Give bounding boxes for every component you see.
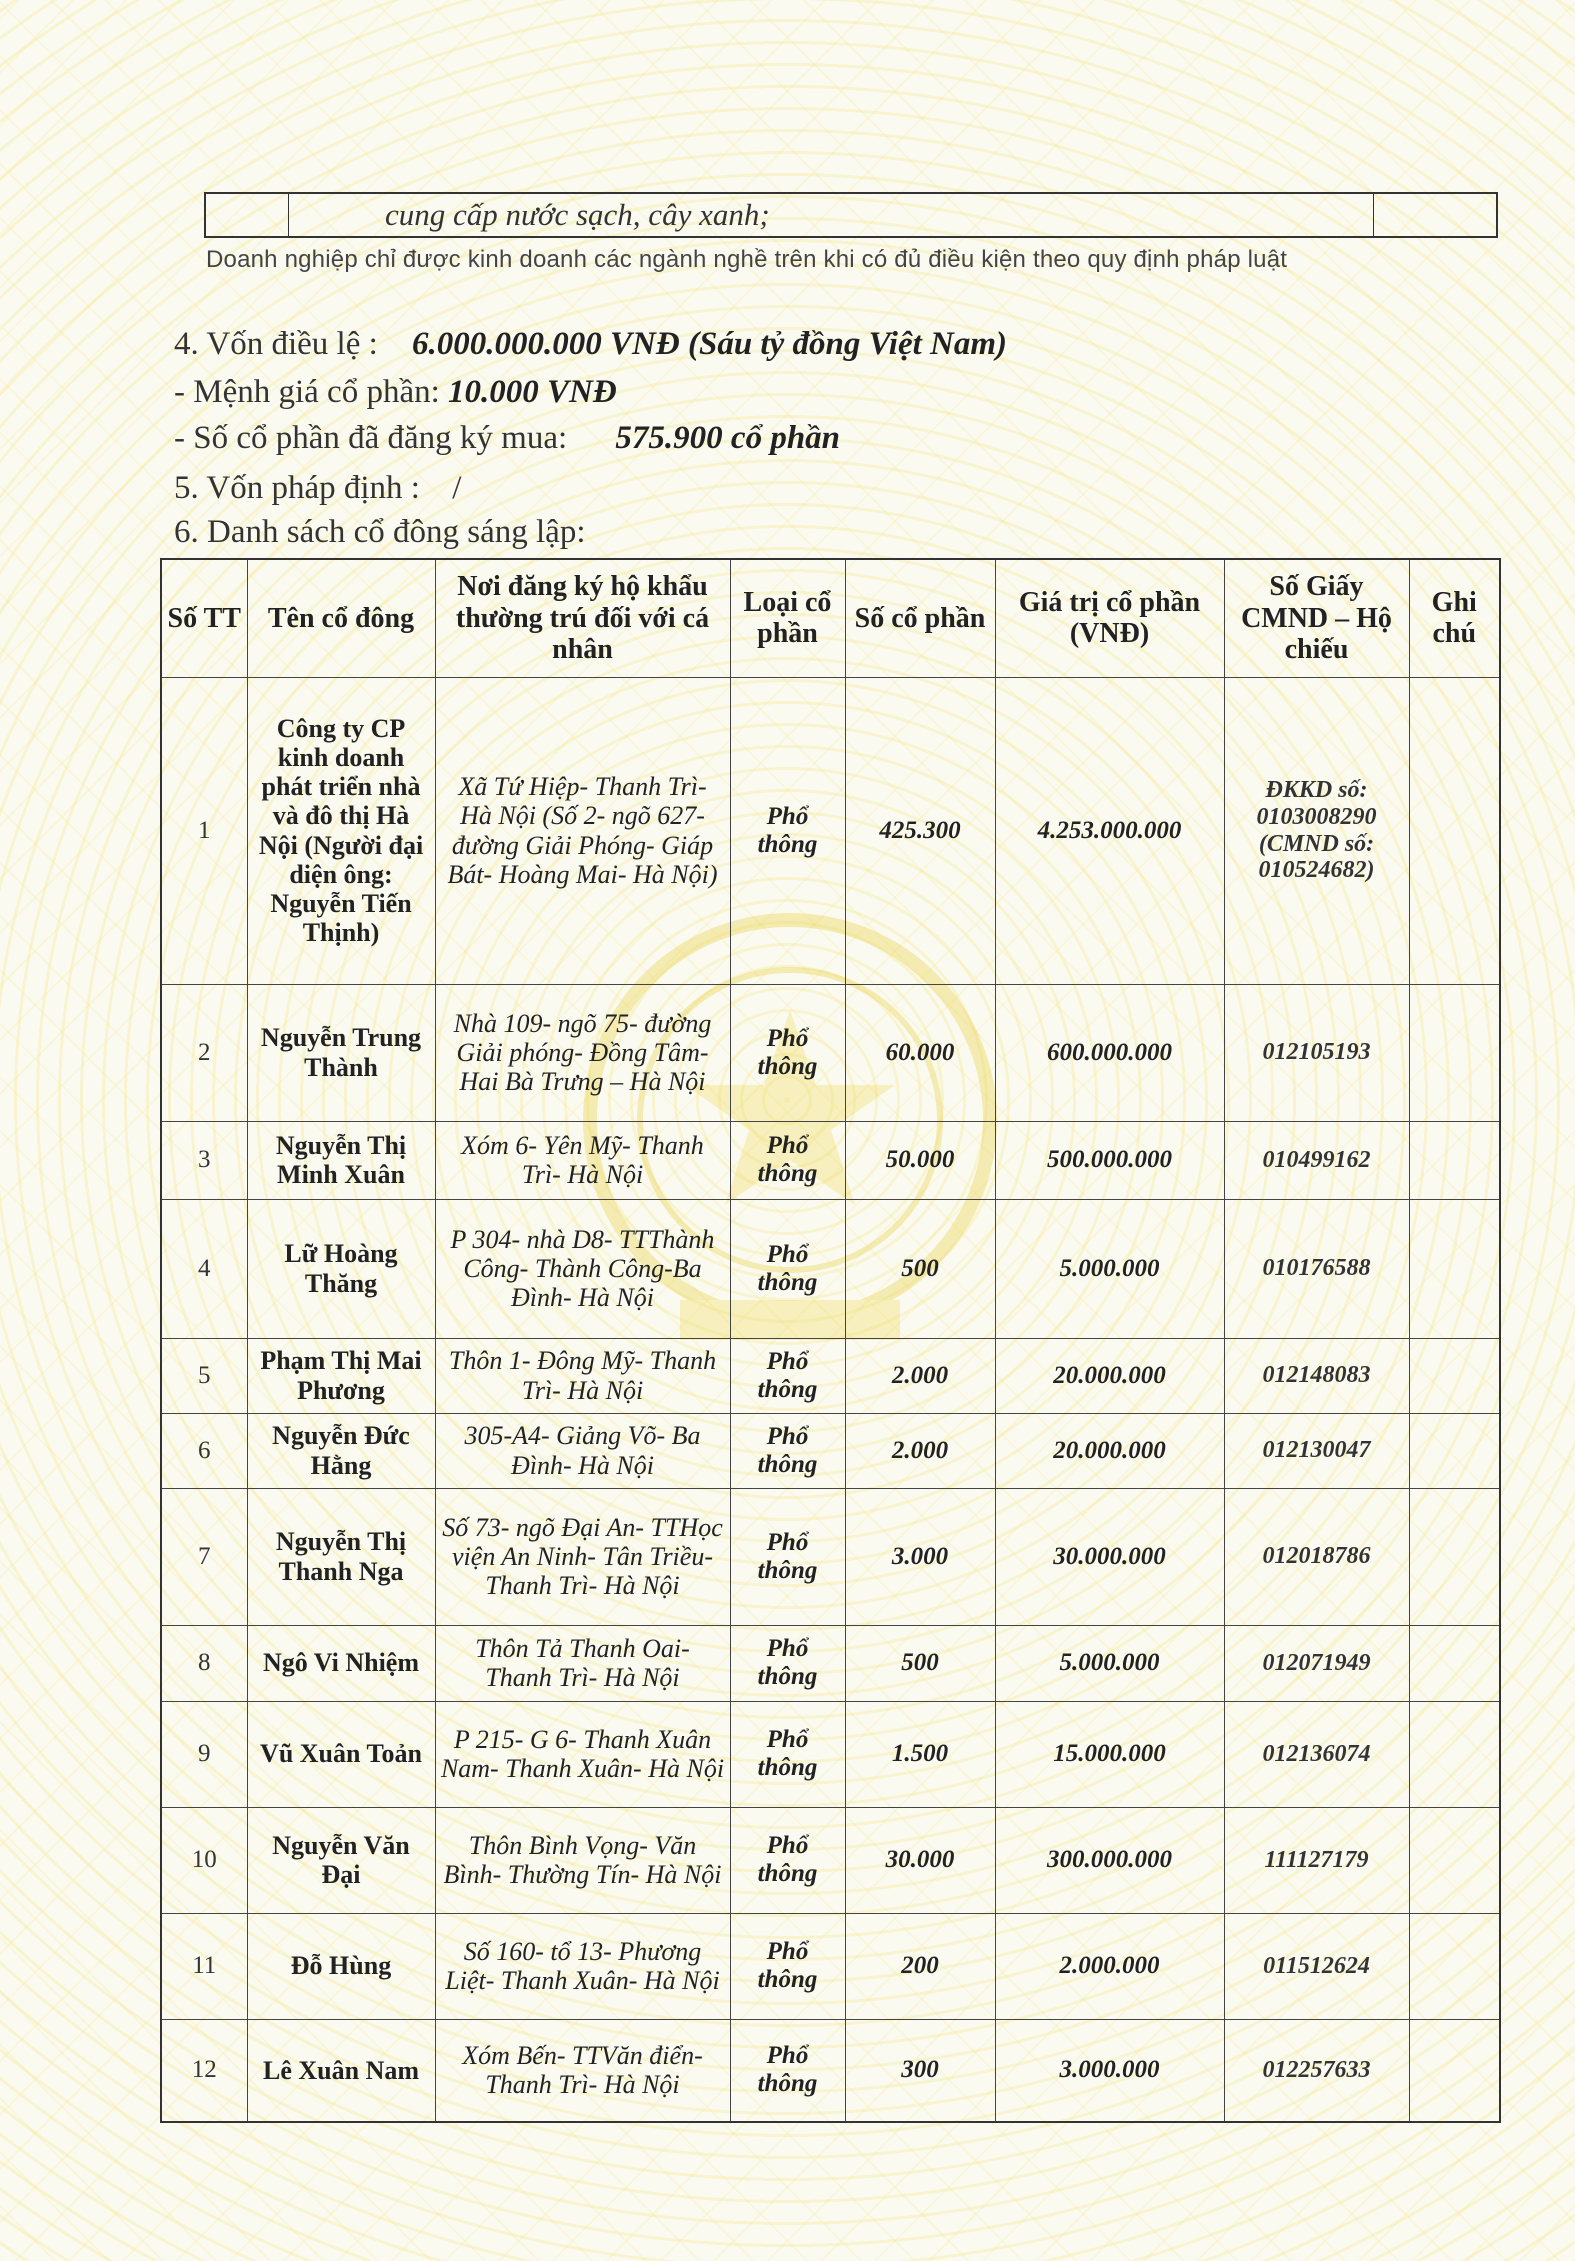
cell-id-number: 012105193	[1224, 984, 1409, 1121]
par-value-line	[174, 374, 617, 411]
cell-share-type: Phổ thông	[730, 2019, 845, 2122]
cell-share-count: 1.500	[845, 1701, 995, 1807]
table-row	[161, 984, 1500, 1121]
legal-capital-label: 5. Vốn pháp định :	[174, 470, 420, 506]
par-value-label: - Mệnh giá cổ phần:	[174, 374, 440, 410]
cell-share-type: Phổ thông	[730, 1807, 845, 1913]
header-share-count: Số cổ phần	[845, 559, 995, 677]
cell-name: Nguyễn Trung Thành	[247, 984, 435, 1121]
cell-share-value: 500.000.000	[995, 1121, 1224, 1199]
cell-share-count: 2.000	[845, 1338, 995, 1413]
cell-share-count: 500	[845, 1625, 995, 1701]
business-condition-note: Doanh nghiệp chỉ được kinh doanh các ngành nghề trên khi có đủ điều kiện theo quy định pháp luật	[206, 246, 1288, 273]
cell-stt: 8	[161, 1625, 247, 1701]
shareholder-list-heading: 6. Danh sách cổ đông sáng lập:	[174, 514, 586, 550]
header-note: Ghi chú	[1409, 559, 1500, 677]
cell-note	[1409, 1199, 1500, 1338]
cell-address: Thôn 1- Đông Mỹ- Thanh Trì- Hà Nội	[435, 1338, 730, 1413]
table-row	[161, 1807, 1500, 1913]
cell-stt: 11	[161, 1913, 247, 2019]
cell-share-count: 300	[845, 2019, 995, 2122]
cell-id-number: 010499162	[1224, 1121, 1409, 1199]
cell-share-count: 500	[845, 1199, 995, 1338]
cell-stt: 10	[161, 1807, 247, 1913]
cell-name: Phạm Thị Mai Phương	[247, 1338, 435, 1413]
cell-address: Xóm 6- Yên Mỹ- Thanh Trì- Hà Nội	[435, 1121, 730, 1199]
cell-stt: 1	[161, 677, 247, 984]
table-row	[161, 2019, 1500, 2122]
charter-capital-label: 4. Vốn điều lệ :	[174, 326, 378, 362]
cell-note	[1409, 2019, 1500, 2122]
cell-name: Nguyễn Thị Thanh Nga	[247, 1488, 435, 1625]
cell-stt: 12	[161, 2019, 247, 2122]
header-share-type: Loại cổ phần	[730, 559, 845, 677]
cell-share-value: 15.000.000	[995, 1701, 1224, 1807]
remnant-cell-text: cung cấp nước sạch, cây xanh;	[289, 194, 1374, 236]
cell-share-type: Phổ thông	[730, 1488, 845, 1625]
cell-note	[1409, 677, 1500, 984]
cell-stt: 4	[161, 1199, 247, 1338]
cell-stt: 9	[161, 1701, 247, 1807]
cell-id-number: 012071949	[1224, 1625, 1409, 1701]
remnant-cell-empty	[206, 194, 289, 236]
cell-address: Số 160- tổ 13- Phương Liệt- Thanh Xuân- Hà Nội	[435, 1913, 730, 2019]
previous-table-remnant-row	[204, 192, 1498, 238]
cell-share-count: 200	[845, 1913, 995, 2019]
header-address: Nơi đăng ký hộ khẩu thường trú đối với cá nhân	[435, 559, 730, 677]
cell-share-type: Phổ thông	[730, 1338, 845, 1413]
header-id-number: Số Giấy CMND – Hộ chiếu	[1224, 559, 1409, 677]
cell-share-value: 2.000.000	[995, 1913, 1224, 2019]
table-row	[161, 1913, 1500, 2019]
cell-share-value: 300.000.000	[995, 1807, 1224, 1913]
cell-share-type: Phổ thông	[730, 1913, 845, 2019]
cell-stt: 6	[161, 1413, 247, 1488]
cell-note	[1409, 1413, 1500, 1488]
registered-shares-value: 575.900 cổ phần	[615, 420, 841, 456]
cell-stt: 3	[161, 1121, 247, 1199]
cell-name: Lữ Hoàng Thăng	[247, 1199, 435, 1338]
table-row	[161, 1701, 1500, 1807]
cell-note	[1409, 1807, 1500, 1913]
cell-id-number: 111127179	[1224, 1807, 1409, 1913]
cell-stt: 7	[161, 1488, 247, 1625]
cell-id-number: 012018786	[1224, 1488, 1409, 1625]
cell-id-number: 012130047	[1224, 1413, 1409, 1488]
charter-capital-line	[174, 326, 1007, 363]
cell-address: Xã Tứ Hiệp- Thanh Trì- Hà Nội (Số 2- ngõ 627- đường Giải Phóng- Giáp Bát- Hoàng Mai- Hà Nội)	[435, 677, 730, 984]
charter-capital-value: 6.000.000.000 VNĐ (Sáu tỷ đồng Việt Nam)	[412, 326, 1007, 362]
cell-share-type: Phổ thông	[730, 984, 845, 1121]
cell-name: Vũ Xuân Toản	[247, 1701, 435, 1807]
cell-stt: 5	[161, 1338, 247, 1413]
cell-note	[1409, 1121, 1500, 1199]
legal-capital-value: /	[452, 470, 462, 506]
cell-share-value: 20.000.000	[995, 1413, 1224, 1488]
table-row	[161, 1413, 1500, 1488]
cell-share-type: Phổ thông	[730, 1199, 845, 1338]
cell-id-number: 012148083	[1224, 1338, 1409, 1413]
cell-share-count: 50.000	[845, 1121, 995, 1199]
cell-address: Xóm Bến- TTVăn điển- Thanh Trì- Hà Nội	[435, 2019, 730, 2122]
table-header-row	[161, 559, 1500, 677]
cell-share-count: 2.000	[845, 1413, 995, 1488]
cell-stt: 2	[161, 984, 247, 1121]
table-row	[161, 1121, 1500, 1199]
table-row	[161, 1488, 1500, 1625]
cell-share-count: 60.000	[845, 984, 995, 1121]
cell-share-value: 3.000.000	[995, 2019, 1224, 2122]
cell-name: Ngô Vi Nhiệm	[247, 1625, 435, 1701]
cell-share-type: Phổ thông	[730, 1701, 845, 1807]
cell-address: Thôn Tả Thanh Oai- Thanh Trì- Hà Nội	[435, 1625, 730, 1701]
table-row	[161, 677, 1500, 984]
cell-address: 305-A4- Giảng Võ- Ba Đình- Hà Nội	[435, 1413, 730, 1488]
table-row	[161, 1199, 1500, 1338]
cell-share-type: Phổ thông	[730, 1625, 845, 1701]
cell-id-number: 012257633	[1224, 2019, 1409, 2122]
cell-note	[1409, 1913, 1500, 2019]
cell-note	[1409, 1625, 1500, 1701]
legal-capital-line	[174, 470, 461, 507]
remnant-cell-empty-right	[1374, 194, 1496, 236]
cell-name: Công ty CP kinh doanh phát triển nhà và đô thị Hà Nội (Người đại diện ông: Nguyễn Tiến Thịnh)	[247, 677, 435, 984]
cell-share-count: 30.000	[845, 1807, 995, 1913]
cell-share-count: 3.000	[845, 1488, 995, 1625]
cell-name: Đỗ Hùng	[247, 1913, 435, 2019]
cell-name: Nguyễn Đức Hằng	[247, 1413, 435, 1488]
par-value-value: 10.000 VNĐ	[448, 374, 617, 410]
header-name: Tên cổ đông	[247, 559, 435, 677]
cell-address: Thôn Bình Vọng- Văn Bình- Thường Tín- Hà Nội	[435, 1807, 730, 1913]
cell-share-value: 5.000.000	[995, 1199, 1224, 1338]
cell-share-value: 20.000.000	[995, 1338, 1224, 1413]
cell-id-number: 012136074	[1224, 1701, 1409, 1807]
registered-shares-label: - Số cổ phần đã đăng ký mua:	[174, 420, 568, 456]
cell-share-type: Phổ thông	[730, 677, 845, 984]
cell-note	[1409, 1338, 1500, 1413]
cell-share-value: 5.000.000	[995, 1625, 1224, 1701]
cell-share-type: Phổ thông	[730, 1413, 845, 1488]
table-row	[161, 1338, 1500, 1413]
cell-address: Nhà 109- ngõ 75- đường Giải phóng- Đồng Tâm- Hai Bà Trưng – Hà Nội	[435, 984, 730, 1121]
table-row	[161, 1625, 1500, 1701]
header-share-value: Giá trị cổ phần (VNĐ)	[995, 559, 1224, 677]
cell-share-type: Phổ thông	[730, 1121, 845, 1199]
cell-share-value: 4.253.000.000	[995, 677, 1224, 984]
cell-address: P 304- nhà D8- TTThành Công- Thành Công-Ba Đình- Hà Nội	[435, 1199, 730, 1338]
registered-shares-line	[174, 420, 840, 457]
cell-share-value: 30.000.000	[995, 1488, 1224, 1625]
cell-share-value: 600.000.000	[995, 984, 1224, 1121]
header-stt: Số TT	[161, 559, 247, 677]
cell-share-count: 425.300	[845, 677, 995, 984]
cell-id-number: 011512624	[1224, 1913, 1409, 2019]
cell-note	[1409, 1488, 1500, 1625]
cell-note	[1409, 1701, 1500, 1807]
cell-id-number: 010176588	[1224, 1199, 1409, 1338]
founding-shareholders-table	[160, 558, 1501, 2123]
cell-name: Lê Xuân Nam	[247, 2019, 435, 2122]
cell-id-number: ĐKKD số: 0103008290 (CMND số: 010524682)	[1224, 677, 1409, 984]
cell-name: Nguyễn Thị Minh Xuân	[247, 1121, 435, 1199]
cell-address: Số 73- ngõ Đại An- TTHọc viện An Ninh- Tân Triều- Thanh Trì- Hà Nội	[435, 1488, 730, 1625]
cell-note	[1409, 984, 1500, 1121]
cell-address: P 215- G 6- Thanh Xuân Nam- Thanh Xuân- Hà Nội	[435, 1701, 730, 1807]
cell-name: Nguyễn Văn Đại	[247, 1807, 435, 1913]
